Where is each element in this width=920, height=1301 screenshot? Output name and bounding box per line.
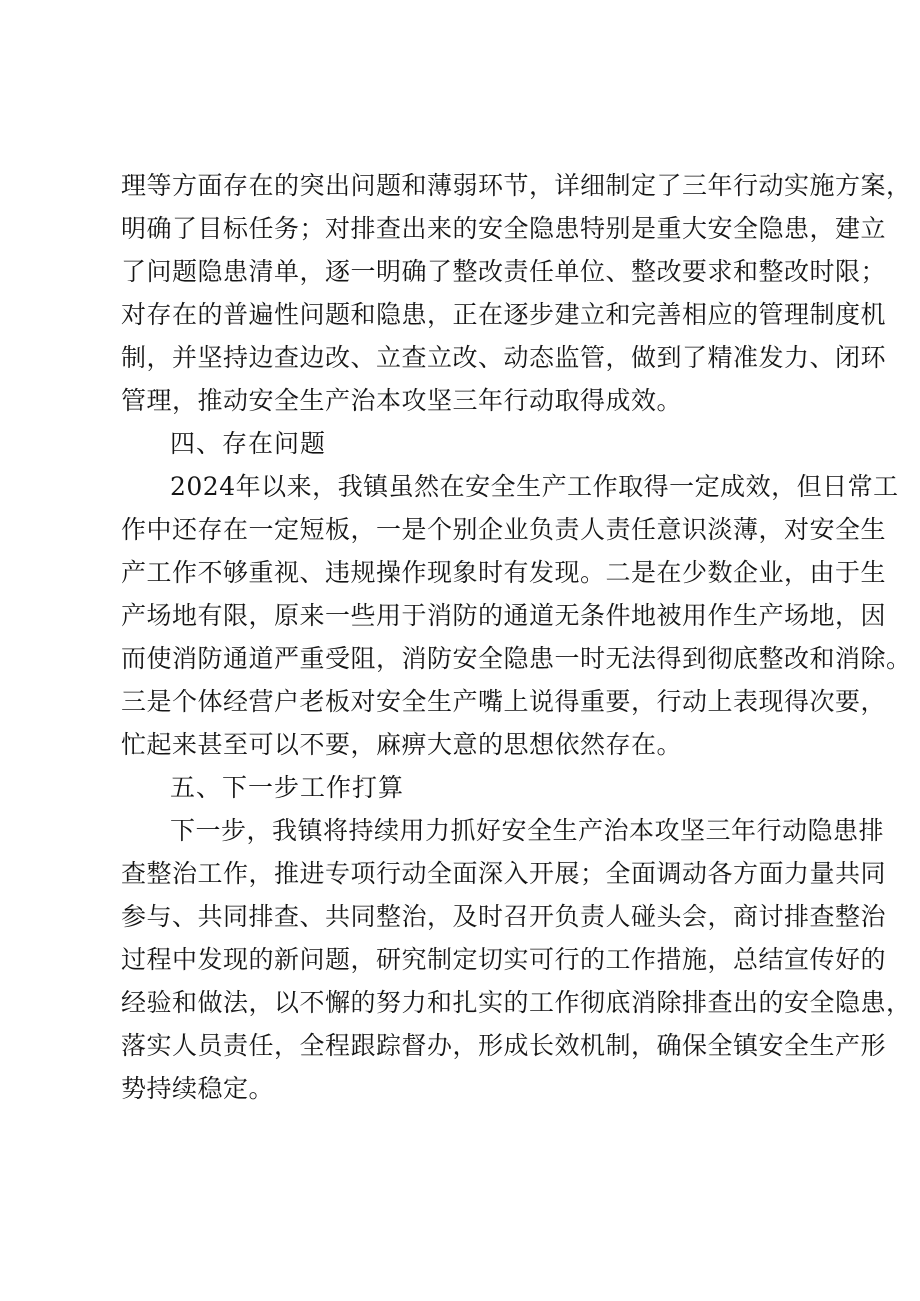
paragraph-line: 管理，推动安全生产治本攻坚三年行动取得成效。 [121, 386, 683, 415]
paragraph-line: 三是个体经营户老板对安全生产嘴上说得重要，行动上表现得次要， [121, 687, 887, 716]
paragraph-line: 明确了目标任务；对排查出来的安全隐患特别是重大安全隐患，建立 [121, 214, 887, 243]
paragraph-line: 产工作不够重视、违规操作现象时有发现。二是在少数企业，由于生 [121, 558, 887, 587]
paragraph-line: 势持续稳定。 [121, 1074, 275, 1103]
paragraph-line: 理等方面存在的突出问题和薄弱环节，详细制定了三年行动实施方案， [121, 171, 912, 200]
section-heading-problems: 四、存在问题 [170, 429, 327, 458]
paragraph-line: 下一步，我镇将持续用力抓好安全生产治本攻坚三年行动隐患排 [170, 816, 885, 845]
paragraph-line: 产场地有限，原来一些用于消防的通道无条件地被用作生产场地，因 [121, 601, 887, 630]
paragraph-line: 而使消防通道严重受阻，消防安全隐患一时无法得到彻底整改和消除。 [121, 644, 912, 673]
paragraph-line: 落实人员责任，全程跟踪督办，形成长效机制，确保全镇安全生产形 [121, 1031, 887, 1060]
paragraph-line: 查整治工作，推进专项行动全面深入开展；全面调动各方面力量共同 [121, 859, 887, 888]
section-heading-next-steps: 五、下一步工作打算 [170, 773, 405, 802]
paragraph-line: 参与、共同排查、共同整治，及时召开负责人碰头会，商讨排查整治 [121, 902, 887, 931]
paragraph-line: 2024年以来，我镇虽然在安全生产工作取得一定成效，但日常工 [170, 472, 899, 501]
paragraph-line: 对存在的普遍性问题和隐患，正在逐步建立和完善相应的管理制度机 [121, 300, 887, 329]
paragraph-line: 经验和做法，以不懈的努力和扎实的工作彻底消除排查出的安全隐患， [121, 988, 912, 1017]
paragraph-line: 了问题隐患清单，逐一明确了整改责任单位、整改要求和整改时限； [121, 257, 887, 286]
paragraph-line: 过程中发现的新问题，研究制定切实可行的工作措施，总结宣传好的 [121, 945, 887, 974]
paragraph-line: 忙起来甚至可以不要，麻痹大意的思想依然存在。 [121, 730, 683, 759]
paragraph-line: 制，并坚持边查边改、立查立改、动态监管，做到了精准发力、闭环 [121, 343, 887, 372]
paragraph-line: 作中还存在一定短板，一是个别企业负责人责任意识淡薄，对安全生 [121, 515, 887, 544]
